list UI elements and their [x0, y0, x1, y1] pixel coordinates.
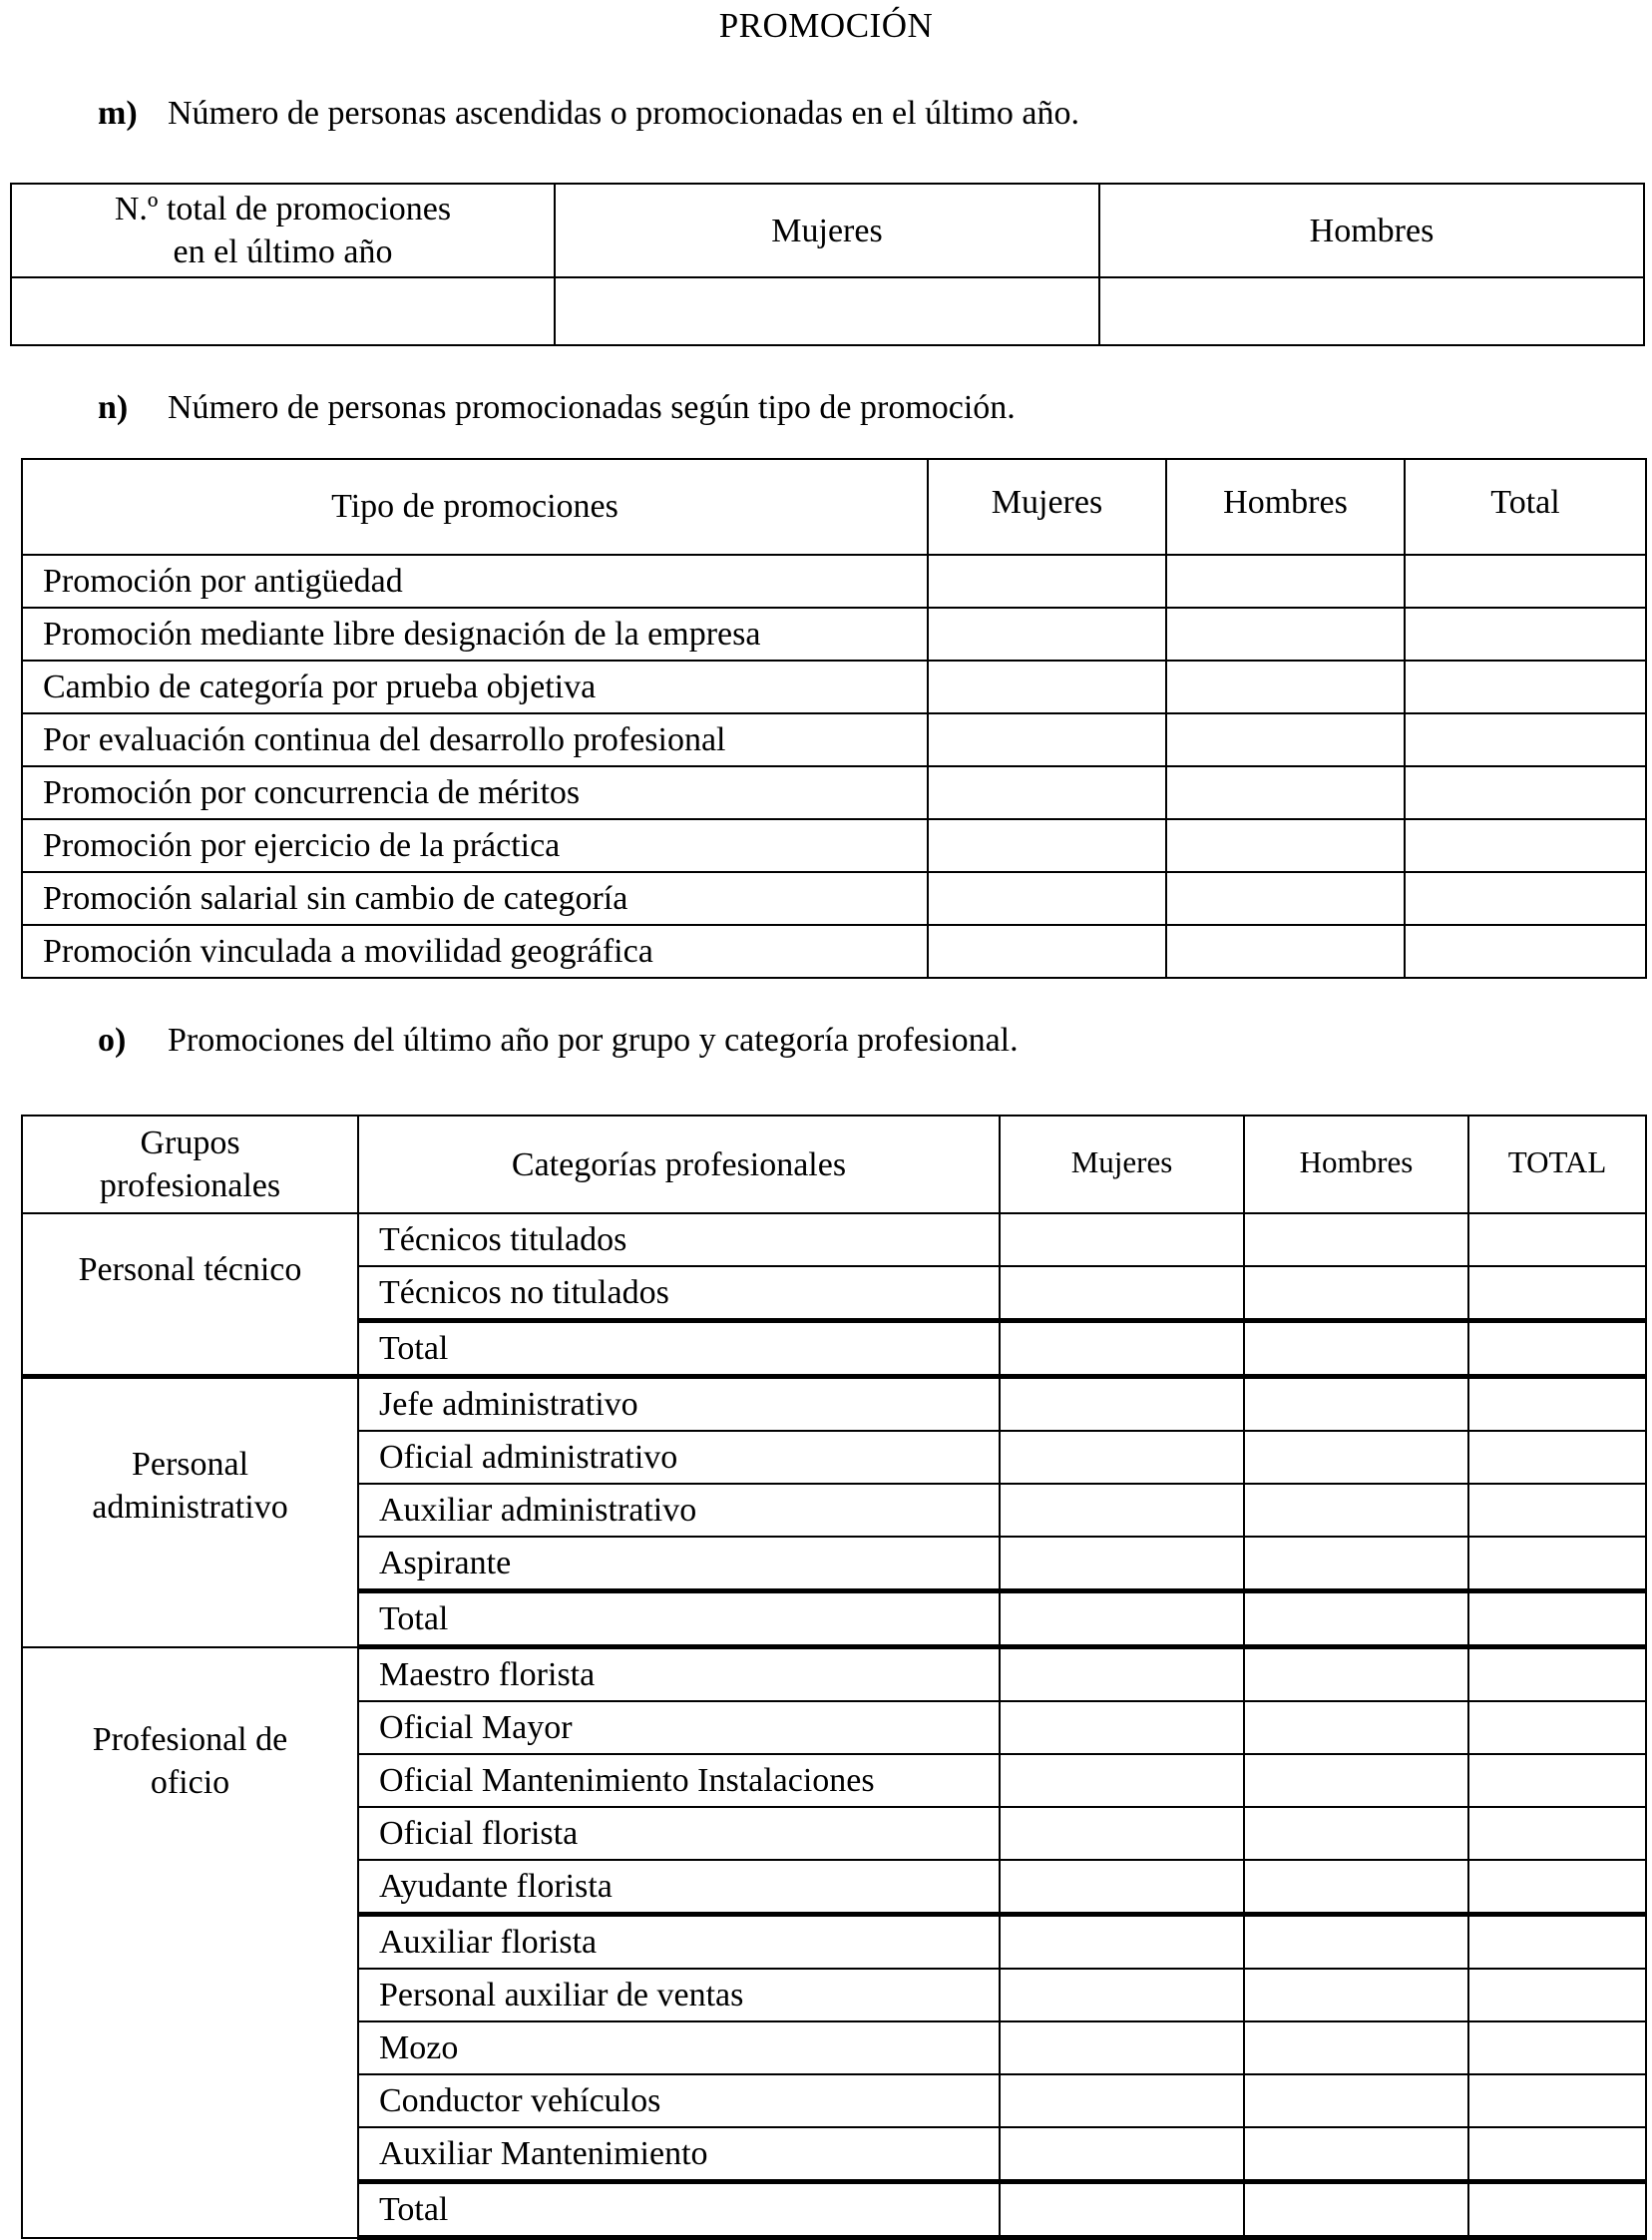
group-name-line-2: oficio	[150, 1763, 230, 1801]
input-cell-men[interactable]	[1244, 1266, 1468, 1321]
input-cell-total[interactable]	[1405, 819, 1646, 872]
category-label: Auxiliar Mantenimiento	[358, 2127, 1000, 2182]
section-m-title: Número de personas ascendidas o promocionadas en el último año.	[168, 95, 1079, 132]
input-cell-men[interactable]	[1166, 713, 1405, 766]
input-cell-women[interactable]	[928, 819, 1166, 872]
input-cell-women[interactable]	[1000, 1591, 1244, 1647]
input-cell-total[interactable]	[1468, 1915, 1646, 1970]
input-cell-total[interactable]	[11, 277, 555, 345]
header-groups-line-1: Grupos	[140, 1124, 240, 1161]
section-m-heading	[98, 95, 1079, 133]
row-label: Por evaluación continua del desarrollo profesional	[22, 713, 928, 766]
table-promotions-total	[10, 183, 1645, 346]
input-cell-men[interactable]	[1166, 555, 1405, 608]
category-label: Oficial Mantenimiento Instalaciones	[358, 1754, 1000, 1807]
input-cell-women[interactable]	[1000, 1321, 1244, 1377]
input-cell-women[interactable]	[1000, 2074, 1244, 2127]
category-label: Aspirante	[358, 1537, 1000, 1591]
input-cell-women[interactable]	[1000, 1647, 1244, 1702]
category-label: Oficial Mayor	[358, 1701, 1000, 1754]
group-personal-administrativo	[22, 1377, 358, 1647]
category-label: Oficial florista	[358, 1807, 1000, 1860]
group-name-line-1: Profesional de	[92, 1720, 288, 1758]
header-men: Hombres	[1166, 459, 1405, 555]
header-total-line-2: en el último año	[173, 233, 393, 270]
table-row	[22, 1213, 1646, 1266]
input-cell-women[interactable]	[1000, 1754, 1244, 1807]
input-cell-total[interactable]	[1468, 2182, 1646, 2238]
group-name-line-1: Personal	[131, 1446, 249, 1483]
input-cell-men[interactable]	[1099, 277, 1644, 345]
table-row	[11, 277, 1644, 345]
category-label: Conductor vehículos	[358, 2074, 1000, 2127]
input-cell-total[interactable]	[1468, 1431, 1646, 1484]
table-row	[22, 872, 1646, 925]
category-label: Auxiliar florista	[358, 1915, 1000, 1970]
input-cell-total[interactable]	[1405, 872, 1646, 925]
input-cell-men[interactable]	[1166, 819, 1405, 872]
input-cell-total[interactable]	[1468, 1754, 1646, 1807]
input-cell-women[interactable]	[1000, 2182, 1244, 2238]
table-promotions-by-group	[21, 1115, 1647, 2240]
input-cell-total[interactable]	[1468, 2074, 1646, 2127]
category-label: Personal auxiliar de ventas	[358, 1969, 1000, 2021]
header-promotion-type: Tipo de promociones	[22, 459, 928, 555]
input-cell-women[interactable]	[928, 608, 1166, 661]
header-total-line-1: N.º total de promociones	[114, 191, 452, 227]
section-m-letter: m)	[98, 95, 138, 132]
input-cell-men[interactable]	[1244, 1647, 1468, 1702]
header-women: Mujeres	[555, 184, 1099, 277]
input-cell-women[interactable]	[1000, 1431, 1244, 1484]
page-title: PROMOCIÓN	[718, 6, 934, 45]
input-cell-men[interactable]	[1166, 608, 1405, 661]
input-cell-women[interactable]	[1000, 1266, 1244, 1321]
category-label: Oficial administrativo	[358, 1431, 1000, 1484]
group-name-line-2: administrativo	[92, 1489, 288, 1526]
input-cell-men[interactable]	[1166, 872, 1405, 925]
input-cell-men[interactable]	[1244, 1377, 1468, 1432]
section-o-letter: o)	[98, 1022, 127, 1059]
input-cell-men[interactable]	[1244, 1969, 1468, 2021]
row-label: Promoción salarial sin cambio de categoría	[22, 872, 928, 925]
table-promotion-types	[21, 458, 1647, 979]
input-cell-women[interactable]	[1000, 1969, 1244, 2021]
input-cell-men[interactable]	[1244, 2074, 1468, 2127]
input-cell-women[interactable]	[928, 766, 1166, 819]
group-profesional-de-oficio	[22, 1647, 358, 2238]
category-label: Jefe administrativo	[358, 1377, 1000, 1432]
section-o-heading	[98, 1022, 1019, 1060]
input-cell-women[interactable]	[1000, 1377, 1244, 1432]
category-label: Auxiliar administrativo	[358, 1484, 1000, 1537]
input-cell-men[interactable]	[1244, 1860, 1468, 1915]
input-cell-men[interactable]	[1244, 2127, 1468, 2182]
category-label: Ayudante florista	[358, 1860, 1000, 1915]
row-label: Promoción por concurrencia de méritos	[22, 766, 928, 819]
total-label: Total	[358, 1591, 1000, 1647]
input-cell-total[interactable]	[1405, 766, 1646, 819]
header-women: Mujeres	[928, 459, 1166, 555]
input-cell-total[interactable]	[1405, 661, 1646, 713]
header-women: Mujeres	[1000, 1116, 1244, 1213]
table-row	[22, 766, 1646, 819]
input-cell-total[interactable]	[1468, 1537, 1646, 1591]
group-personal-tecnico	[22, 1213, 358, 1377]
header-groups	[22, 1116, 358, 1213]
header-categories: Categorías profesionales	[358, 1116, 1000, 1213]
input-cell-women[interactable]	[1000, 2021, 1244, 2074]
input-cell-men[interactable]	[1244, 1591, 1468, 1647]
table-row	[22, 608, 1646, 661]
row-label: Promoción por antigüedad	[22, 555, 928, 608]
table-row	[22, 1377, 1646, 1432]
input-cell-women[interactable]	[1000, 1860, 1244, 1915]
input-cell-total[interactable]	[1468, 2127, 1646, 2182]
input-cell-men[interactable]	[1244, 1915, 1468, 1970]
input-cell-women[interactable]	[928, 661, 1166, 713]
table-header-row	[11, 184, 1644, 277]
total-label: Total	[358, 2182, 1000, 2238]
input-cell-women[interactable]	[555, 277, 1099, 345]
input-cell-total[interactable]	[1468, 1591, 1646, 1647]
row-label: Cambio de categoría por prueba objetiva	[22, 661, 928, 713]
header-groups-line-2: profesionales	[99, 1167, 281, 1204]
table-row	[22, 1647, 1646, 1702]
input-cell-total[interactable]	[1468, 1860, 1646, 1915]
input-cell-men[interactable]	[1244, 1431, 1468, 1484]
table-row	[22, 661, 1646, 713]
header-total: Total	[1405, 459, 1646, 555]
input-cell-total[interactable]	[1468, 1266, 1646, 1321]
table-row	[22, 925, 1646, 978]
input-cell-total[interactable]	[1468, 1807, 1646, 1860]
header-total-promotions	[11, 184, 555, 277]
table-row	[22, 713, 1646, 766]
input-cell-women[interactable]	[928, 925, 1166, 978]
category-label: Mozo	[358, 2021, 1000, 2074]
section-n-heading	[98, 389, 1016, 427]
input-cell-total[interactable]	[1468, 2021, 1646, 2074]
input-cell-total[interactable]	[1468, 1484, 1646, 1537]
input-cell-men[interactable]	[1244, 1807, 1468, 1860]
input-cell-women[interactable]	[928, 713, 1166, 766]
input-cell-total[interactable]	[1405, 608, 1646, 661]
input-cell-women[interactable]	[1000, 1807, 1244, 1860]
input-cell-men[interactable]	[1244, 1213, 1468, 1266]
row-label: Promoción vinculada a movilidad geográfica	[22, 925, 928, 978]
input-cell-total[interactable]	[1468, 1321, 1646, 1377]
input-cell-women[interactable]	[928, 872, 1166, 925]
input-cell-women[interactable]	[1000, 1701, 1244, 1754]
group-name-line	[23, 1379, 357, 1529]
input-cell-men[interactable]	[1166, 766, 1405, 819]
category-label: Maestro florista	[358, 1647, 1000, 1702]
input-cell-women[interactable]	[1000, 1484, 1244, 1537]
input-cell-women[interactable]	[1000, 1915, 1244, 1970]
group-name-line	[23, 1648, 357, 1804]
input-cell-men[interactable]	[1244, 1701, 1468, 1754]
input-cell-total[interactable]	[1405, 555, 1646, 608]
group-name-line: Personal técnico	[78, 1251, 302, 1288]
input-cell-women[interactable]	[1000, 1213, 1244, 1266]
input-cell-men[interactable]	[1166, 925, 1405, 978]
input-cell-total[interactable]	[1468, 1969, 1646, 2021]
input-cell-total[interactable]	[1468, 1213, 1646, 1266]
input-cell-total[interactable]	[1405, 713, 1646, 766]
input-cell-women[interactable]	[1000, 2127, 1244, 2182]
header-total: TOTAL	[1468, 1116, 1646, 1213]
input-cell-women[interactable]	[1000, 1537, 1244, 1591]
input-cell-men[interactable]	[1244, 1484, 1468, 1537]
total-label: Total	[358, 1321, 1000, 1377]
category-label: Técnicos titulados	[358, 1213, 1000, 1266]
section-o-title: Promociones del último año por grupo y categoría profesional.	[168, 1022, 1019, 1059]
table-header-row	[22, 459, 1646, 555]
input-cell-men[interactable]	[1244, 1537, 1468, 1591]
input-cell-total[interactable]	[1468, 1701, 1646, 1754]
input-cell-men[interactable]	[1244, 1754, 1468, 1807]
input-cell-total[interactable]	[1405, 925, 1646, 978]
row-label: Promoción por ejercicio de la práctica	[22, 819, 928, 872]
category-label: Técnicos no titulados	[358, 1266, 1000, 1321]
input-cell-men[interactable]	[1166, 661, 1405, 713]
input-cell-total[interactable]	[1468, 1647, 1646, 1702]
input-cell-men[interactable]	[1244, 1321, 1468, 1377]
header-men: Hombres	[1099, 184, 1644, 277]
row-label: Promoción mediante libre designación de la empresa	[22, 608, 928, 661]
table-header-row	[22, 1116, 1646, 1213]
input-cell-women[interactable]	[928, 555, 1166, 608]
section-n-letter: n)	[98, 389, 129, 426]
table-row	[22, 555, 1646, 608]
header-men: Hombres	[1244, 1116, 1468, 1213]
input-cell-men[interactable]	[1244, 2021, 1468, 2074]
table-row	[22, 819, 1646, 872]
input-cell-men[interactable]	[1244, 2182, 1468, 2238]
section-n-title: Número de personas promocionadas según tipo de promoción.	[168, 389, 1016, 426]
input-cell-total[interactable]	[1468, 1377, 1646, 1432]
